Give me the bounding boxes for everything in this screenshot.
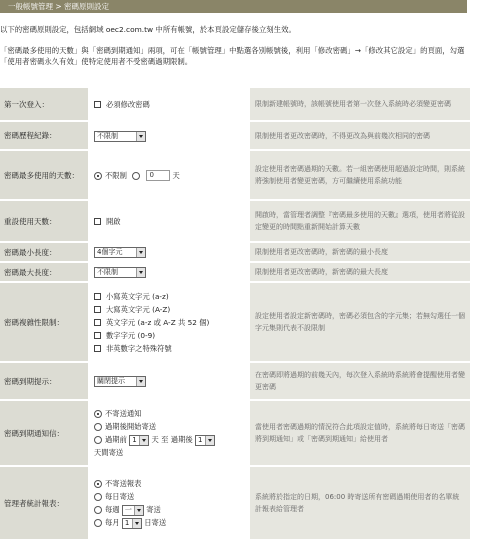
max-age-control [88,151,250,201]
row-complexity [0,283,470,363]
min-length-control [88,243,250,263]
intro-note: 「密碼最多使用的天數」與「密碼到期通知」兩項，可在「帳號管理」中點選各別帳號後，利用「修改密碼」→「修改其它設定」的頁面，勾選「使用者密碼永久有效」使特定使用者不受密碼過期限制。 [0,46,465,66]
notice-before-select[interactable] [129,435,149,446]
report-none-label: 不寄送報表 [105,479,142,488]
uppercase-label: 大寫英文字元 (A-Z) [106,304,171,314]
notice-range-label-b: 天 至 過期後 [151,435,193,444]
first-login-desc: 限制新建帳號時，該帳號使用者第一次登入系統時必須變更密碼 [250,88,470,122]
complexity-option [94,342,244,355]
report-none-radio[interactable] [94,480,102,488]
max-age-days-suffix: 天 [172,170,180,180]
expiry-hint-select[interactable] [94,376,146,387]
history-label: 密碼歷程紀錄： [0,122,88,151]
chevron-down-icon [136,268,145,277]
complexity-desc: 設定使用者設定新密碼時，密碼必須包含的字元集；若無勾選任一個字元集則代表不設限制 [250,283,470,363]
history-control [88,122,250,151]
report-monthly-label-a: 每月 [105,518,120,527]
report-monthday-value: 1 [124,518,130,527]
notice-after-value: 1 [198,435,203,444]
expiry-notice-desc: 當使用者密碼過期的情況符合此項設定值時，系統將每日寄送「密碼將到期通知」或「密碼到期通知」給使用者 [250,401,470,467]
max-age-label: 密碼最多使用的天數： [0,151,88,201]
complexity-option [94,303,244,316]
expiry-hint-desc: 在密碼即將過期的前幾天內，每次登入系統時系統將會提醒使用者變更密碼 [250,363,470,401]
max-age-days-input[interactable]: 0 [146,170,170,181]
complexity-option [94,316,244,329]
min-length-label: 密碼最小長度： [0,243,88,263]
reset-days-checkbox[interactable] [94,218,101,225]
row-reset-days [0,201,470,243]
row-first-login [0,88,470,122]
symbols-label: 非英數字之特殊符號 [106,343,172,353]
row-min-length [0,243,470,263]
report-weekly-label-b: 寄送 [146,505,161,514]
max-age-desc: 設定使用者密碼過期的天數。若一組密碼使用超過設定時間，則系統將強制使用者變更密碼，方可繼續使用系統功能 [250,151,470,201]
notice-after-radio[interactable] [94,423,102,431]
row-expiry-hint [0,363,470,401]
letters-checkbox[interactable] [94,319,101,326]
report-weekday-value: 一 [124,505,132,514]
history-desc: 限制使用者更改密碼時，不得更改為與前幾次相同的密碼 [250,122,470,151]
report-monthday-select[interactable] [122,518,142,529]
expiry-notice-control [88,401,250,467]
must-change-checkbox[interactable] [94,101,101,108]
breadcrumb: 一般帳號管理 > 密碼原則設定 [0,0,467,13]
row-history [0,122,470,151]
report-weekly-radio[interactable] [94,506,102,514]
complexity-option [94,290,244,303]
first-login-control [88,88,250,122]
report-daily-label: 每日寄送 [105,492,135,501]
max-length-select[interactable] [94,267,146,278]
complexity-label: 密碼複雜性限制： [0,283,88,363]
chevron-down-icon [136,248,145,257]
digits-checkbox[interactable] [94,332,101,339]
max-age-days-radio[interactable] [132,172,140,180]
expiry-notice-label: 密碼到期通知信： [0,401,88,467]
report-monthly-radio[interactable] [94,519,102,527]
expiry-hint-control [88,363,250,401]
report-monthly-label-b: 日寄送 [144,518,167,527]
row-admin-report [0,467,470,540]
password-policy-table [0,88,470,540]
min-length-select[interactable] [94,247,146,258]
max-length-desc: 限制使用者更改密碼時，新密碼的最大長度 [250,263,470,283]
notice-none-label: 不寄送通知 [105,409,142,418]
lowercase-checkbox[interactable] [94,293,101,300]
min-length-desc: 限制使用者更改密碼時，新密碼的最小長度 [250,243,470,263]
max-length-control [88,263,250,283]
notice-after-select[interactable] [195,435,215,446]
chevron-down-icon [205,436,214,445]
reset-days-option-label: 開啟 [106,216,121,226]
admin-report-control [88,467,250,540]
notice-range-label-c: 天間寄送 [94,448,124,457]
max-age-unlimited-label: 不限制 [105,170,127,180]
max-length-select-value: 不限制 [97,268,118,276]
complexity-control [88,283,250,363]
report-weekly-label-a: 每週 [105,505,120,514]
first-login-label: 第一次登入： [0,88,88,122]
complexity-option [94,329,244,342]
row-max-length [0,263,470,283]
digits-label: 數字字元 (0-9) [106,330,156,340]
report-daily-radio[interactable] [94,493,102,501]
notice-before-value: 1 [132,435,137,444]
uppercase-checkbox[interactable] [94,306,101,313]
max-age-unlimited-radio[interactable] [94,172,102,180]
notice-none-radio[interactable] [94,410,102,418]
notice-after-label: 過期後開始寄送 [105,422,157,431]
symbols-checkbox[interactable] [94,345,101,352]
expiry-hint-label: 密碼到期提示： [0,363,88,401]
reset-days-control [88,201,250,243]
chevron-down-icon [136,377,145,386]
reset-days-label: 重設使用天數： [0,201,88,243]
reset-days-desc: 開啟時，當管理者調整『密碼最多使用的天數』選項，使用者將從設定變更的時間點重新開始計算天數 [250,201,470,243]
chevron-down-icon [134,506,143,515]
letters-label: 英文字元 (a-z 或 A-Z 共 52 個) [106,317,210,327]
history-select[interactable] [94,131,146,142]
expiry-hint-select-value: 關閉提示 [97,377,125,385]
intro-text: 以下的密碼原則設定，包括網域 oec2.com.tw 中所有帳號，於本頁設定儲存後立刻生效。 [0,25,296,34]
notice-range-radio[interactable] [94,436,102,444]
admin-report-desc: 系統將於指定的日期，06:00 時寄送所有密碼過期使用者的名單統計報表給管理者 [250,467,470,540]
lowercase-label: 小寫英文字元 (a-z) [106,291,169,301]
row-max-age [0,151,470,201]
notice-range-label-a: 過期前 [105,435,127,444]
admin-report-label: 管理者統計報表： [0,467,88,540]
history-select-value: 不限制 [97,131,118,140]
max-length-label: 密碼最大長度： [0,263,88,283]
report-weekday-select[interactable] [122,505,144,516]
must-change-label: 必須修改密碼 [106,99,150,109]
min-length-select-value: 4個字元 [97,248,123,256]
chevron-down-icon [132,519,141,528]
chevron-down-icon [136,132,145,141]
row-expiry-notice [0,401,470,467]
chevron-down-icon [139,436,148,445]
